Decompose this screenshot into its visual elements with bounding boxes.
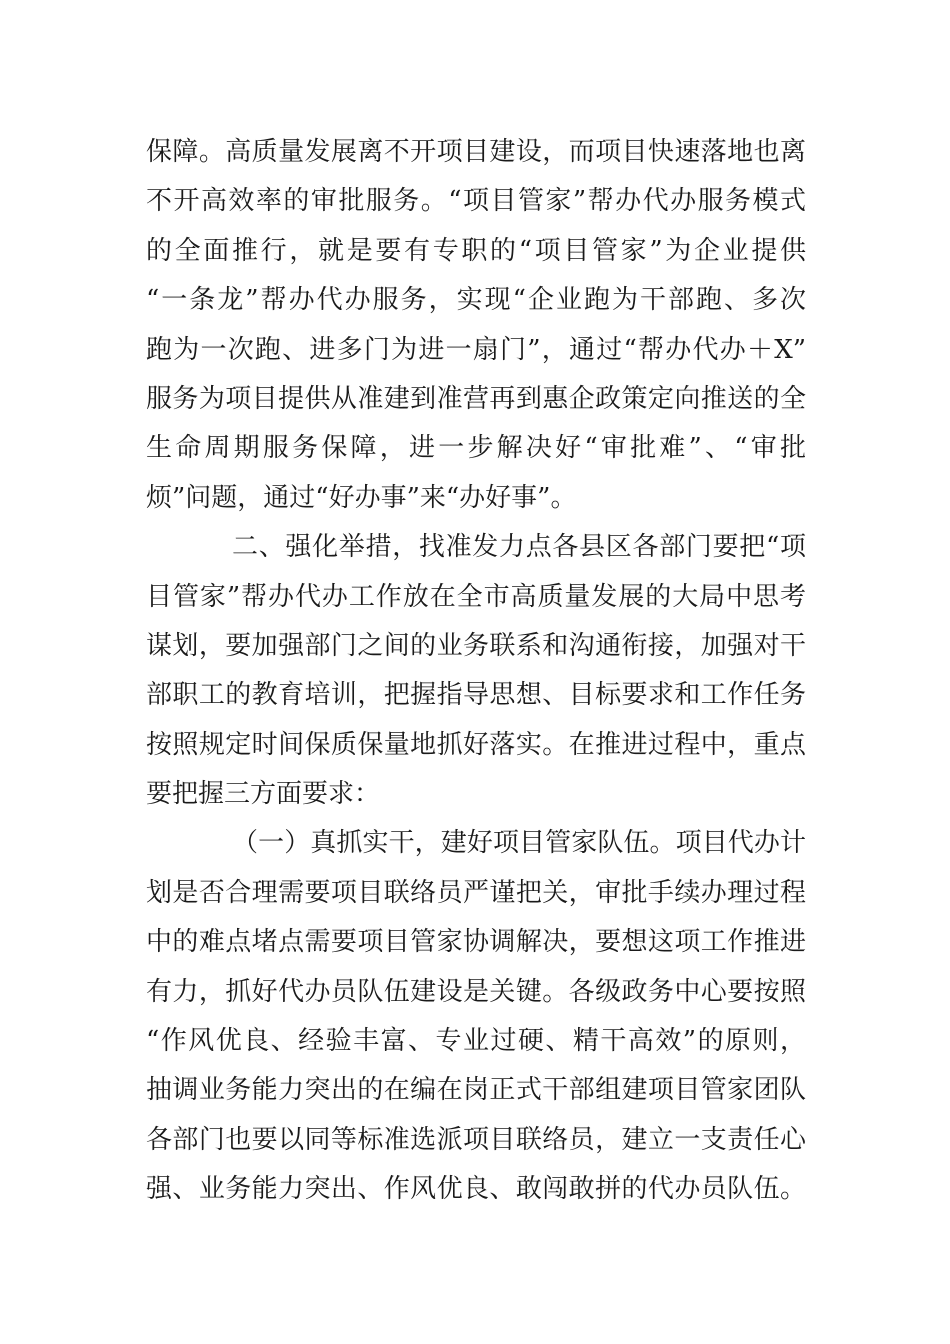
- text-line: 各部门也要以同等标准选派项目联络员，建立一支责任心: [146, 1124, 806, 1155]
- text-line: “作风优良、经验丰富、专业过硬、精干高效”的原则，: [146, 1026, 806, 1057]
- text-line: 按照规定时间保质保量地抓好落实。在推进过程中，重点: [146, 729, 806, 760]
- text-line: 跑为一次跑、进多门为进一扇门”，通过“帮办代办＋X”: [146, 334, 806, 365]
- text-line: 有力，抓好代办员队伍建设是关键。各级政务中心要按照: [146, 976, 806, 1007]
- text-line: 不开高效率的审批服务。“项目管家”帮办代办服务模式: [146, 186, 806, 217]
- text-line: 的全面推行，就是要有专职的“项目管家”为企业提供: [146, 235, 806, 266]
- text-line: “一条龙”帮办代办服务，实现“企业跑为干部跑、多次: [146, 285, 806, 316]
- text-line: 谋划，要加强部门之间的业务联系和沟通衔接，加强对干: [146, 630, 806, 661]
- text-line: 烦”问题，通过“好办事”来“办好事”。: [146, 482, 577, 513]
- text-line: 要把握三方面要求：: [146, 779, 381, 810]
- text-line: 服务为项目提供从准建到准营再到惠企政策定向推送的全: [146, 383, 806, 414]
- document-body-text: [146, 128, 806, 1215]
- text-line: 中的难点堵点需要项目管家协调解决，要想这项工作推进: [146, 927, 806, 958]
- text-line: （一）真抓实干，建好项目管家队伍。项目代办计: [232, 828, 806, 859]
- text-line: 保障。高质量发展离不开项目建设，而项目快速落地也离: [146, 137, 806, 167]
- text-line: 生命周期服务保障，进一步解决好“审批难”、“审批: [146, 433, 806, 464]
- text-line: 强、业务能力突出、作风优良、敢闯敢拼的代办员队伍。: [146, 1174, 806, 1205]
- text-line: 二、强化举措，找准发力点各县区各部门要把“项: [232, 532, 806, 563]
- text-line: 抽调业务能力突出的在编在岗正式干部组建项目管家团队: [146, 1075, 806, 1106]
- text-line: 部职工的教育培训，把握指导思想、目标要求和工作任务: [146, 680, 806, 711]
- text-line: 目管家”帮办代办工作放在全市高质量发展的大局中思考: [146, 581, 806, 612]
- text-line: 划是否合理需要项目联络员严谨把关，审批手续办理过程: [146, 877, 806, 908]
